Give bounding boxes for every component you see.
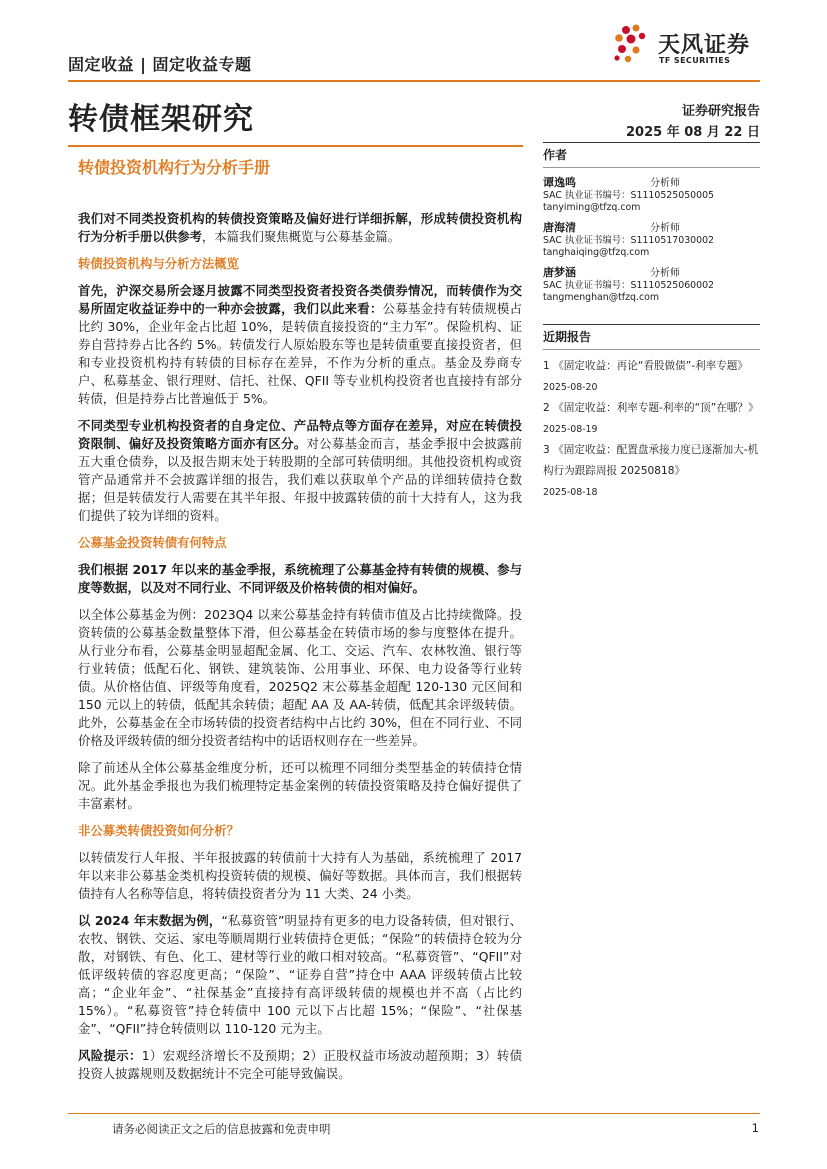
recent-report-date: 2025-08-19 [543, 424, 598, 435]
risk-paragraph: 风险提示：1）宏观经济增长不及预期；2）正股权益市场波动超预期；3）转债投资人披露规则及数据统计不完全可能导致偏误。 [78, 1048, 523, 1081]
section-heading-overview: 转债投资机构与分析方法概览 [78, 256, 240, 271]
overview-paragraph-1: 首先，沪深交易所会逐月披露不同类型投资者投资各类债券情况，而转债作为交易所固定收益证券中的一种亦会披露，我们以此来看：公募基金持有转债规模占比约 30%，企业年金占比超 10%，是转债直接投资的“主力军”。保险机构、证券自营持券占比各约 5%。转债发行人原始股东等也是转债重要直接投资者，但和专业投资机构持有转债的目标存在差异，不作为分析的重点。基金及券商专户、私募基金、银行理财、信托、社保、QFII 等专业机构投资者也直接持有部分转债，但是持券占比普遍低于 5%。 [78, 283, 523, 406]
author-role: 分析师 [650, 268, 680, 279]
author-cert: SAC 执业证书编号：S1110517030002 [543, 235, 715, 246]
company-logo [612, 22, 762, 72]
header-divider [68, 80, 760, 82]
author-email[interactable]: tanyiming@tfzq.com [543, 202, 641, 213]
author-email[interactable]: tangmenghan@tfzq.com [543, 292, 659, 303]
logo-text-cn: 天风证券 [658, 33, 751, 58]
public-funds-paragraph-3: 除了前述从全体公募基金维度分析，还可以梳理不同细分类型基金的转债持仓情况。此外基金季报也为我们梳理特定基金案例的转债投资策略及持仓偏好提供了丰富素材。 [78, 760, 522, 811]
main-content [78, 210, 522, 1092]
author-role: 分析师 [650, 223, 680, 234]
author-card [543, 264, 760, 304]
recent-reports-heading: 近期报告 [543, 324, 760, 347]
logo-flower-icon [612, 22, 658, 70]
author-card [543, 219, 760, 259]
overview-paragraph-2: 不同类型专业机构投资者的自身定位、产品特点等方面存在差异，对应在转债投资限制、偏好及投资策略方面亦有区分。对公募基金而言，基金季报中会披露前五大重仓债券，以及报告期末处于转股期的全部可转债明细。其他投资机构或资管产品通常并不会披露详细的报告，我们难以获取单个产品的详细转债持仓数据；但是转债发行人需要在其半年报、年报中披露转债的前十大持有人，这为我们提供了较为详细的资料。 [78, 418, 523, 523]
authors-divider [543, 167, 760, 168]
author-role: 分析师 [650, 178, 680, 189]
page-title: 转债框架研究 [68, 102, 254, 137]
author-name: 谭逸鸣 [543, 176, 576, 189]
sidebar [543, 142, 760, 503]
author-name: 唐海清 [543, 221, 576, 234]
public-funds-paragraph-1: 我们根据 2017 年以来的基金季报，系统梳理了公募基金持有转债的规模、参与度等数据，以及对不同行业、不同评级及价格转债的相对偏好。 [78, 562, 522, 595]
author-cert: SAC 执业证书编号：S1110525060002 [543, 280, 715, 291]
authors-heading: 作者 [543, 142, 760, 165]
intro-paragraph: 我们对不同类投资机构的转债投资策略及偏好进行详细拆解，形成转债投资机构行为分析手册以供参考，本篇我们聚焦概览与公募基金篇。 [78, 211, 522, 244]
non-public-paragraph-2: 以 2024 年末数据为例，“私募资管”明显持有更多的电力设备转债，但对银行、农牧、钢铁、交运、家电等顺周期行业转债持仓更低；“保险”的转债持仓较为分散，对钢铁、有色、化工、建材等行业的敞口相对较高。“私募资管”、“QFII”对低评级转债的容忍度更高；“保险”、“证券自营”持仓中 AAA 评级转债占比较高；“企业年金”、“社保基金”直接持有高评级转债的规模也并不高（占比约 15%）。“私募资管”持仓转债中 100 元以下占比超 15%；“保险”、“社保基金”、“QFII”持仓转债则以 110-120 元为主。 [78, 913, 522, 1036]
recent-report-date: 2025-08-20 [543, 382, 598, 393]
recent-reports-list [543, 356, 760, 503]
recent-report-item[interactable]: 2 《固定收益：利率专题-利率的“顶”在哪？》 2025-08-19 [543, 402, 759, 435]
recent-report-item[interactable]: 3 《固定收益：配置盘承接力度已逐渐加大-机构行为跟踪周报 20250818》 2025-08-18 [543, 444, 759, 498]
page-subtitle: 转债投资机构行为分析手册 [78, 158, 271, 177]
recent-report-date: 2025-08-18 [543, 487, 598, 498]
report-date: 2025 年 08 月 22 日 [626, 125, 760, 140]
author-card [543, 174, 760, 214]
title-divider [68, 145, 523, 147]
report-type: 证券研究报告 [681, 104, 760, 119]
page-number: 1 [751, 1121, 759, 1135]
footer-divider [68, 1113, 760, 1114]
recent-report-item[interactable]: 1 《固定收益：再论“看股做债”-利率专题》 2025-08-20 [543, 360, 748, 393]
author-cert: SAC 执业证书编号：S1110525050005 [543, 190, 715, 201]
recent-reports-divider [543, 349, 760, 350]
section-heading-public-funds: 公募基金投资转债有何特点 [78, 535, 227, 550]
report-category: 固定收益 | 固定收益专题 [68, 55, 252, 74]
public-funds-paragraph-2: 以全体公募基金为例：2023Q4 以来公募基金持有转债市值及占比持续微降。投资转债的公募基金数量整体下滑，但公募基金在转债市场的参与度整体在提升。从行业分布看，公募基金明显超配金属、化工、交运、汽车、农林牧渔、银行等行业转债；低配石化、钢铁、建筑装饰、公用事业、环保、电力设备等行业转债。从价格估值、评级等角度看，2025Q2 末公募基金超配 120-130 元区间和 150 元以上的转债，低配其余转债；超配 AA 及 AA-转债，低配其余评级转债。此外，公募基金在全市场转债的投资者结构中占比约 30%，但在不同行业、不同价格及评级转债的细分投资者结构中的话语权则存在一些差异。 [78, 607, 522, 748]
author-name: 唐梦涵 [543, 266, 576, 279]
footer-disclaimer: 请务必阅读正文之后的信息披露和免责申明 [112, 1122, 331, 1136]
non-public-paragraph-1: 以转债发行人年报、半年报披露的转债前十大持有人为基础，系统梳理了 2017 年以来非公募基金类机构投资转债的规模、偏好等数据。具体而言，我们根据转债持有人名称等信息，将转债投资者分为 11 大类、24 小类。 [78, 850, 522, 901]
section-heading-non-public: 非公募类转债投资如何分析？ [78, 823, 240, 838]
author-email[interactable]: tanghaiqing@tfzq.com [543, 247, 650, 258]
logo-text-en: TF SECURITIES [659, 56, 731, 65]
